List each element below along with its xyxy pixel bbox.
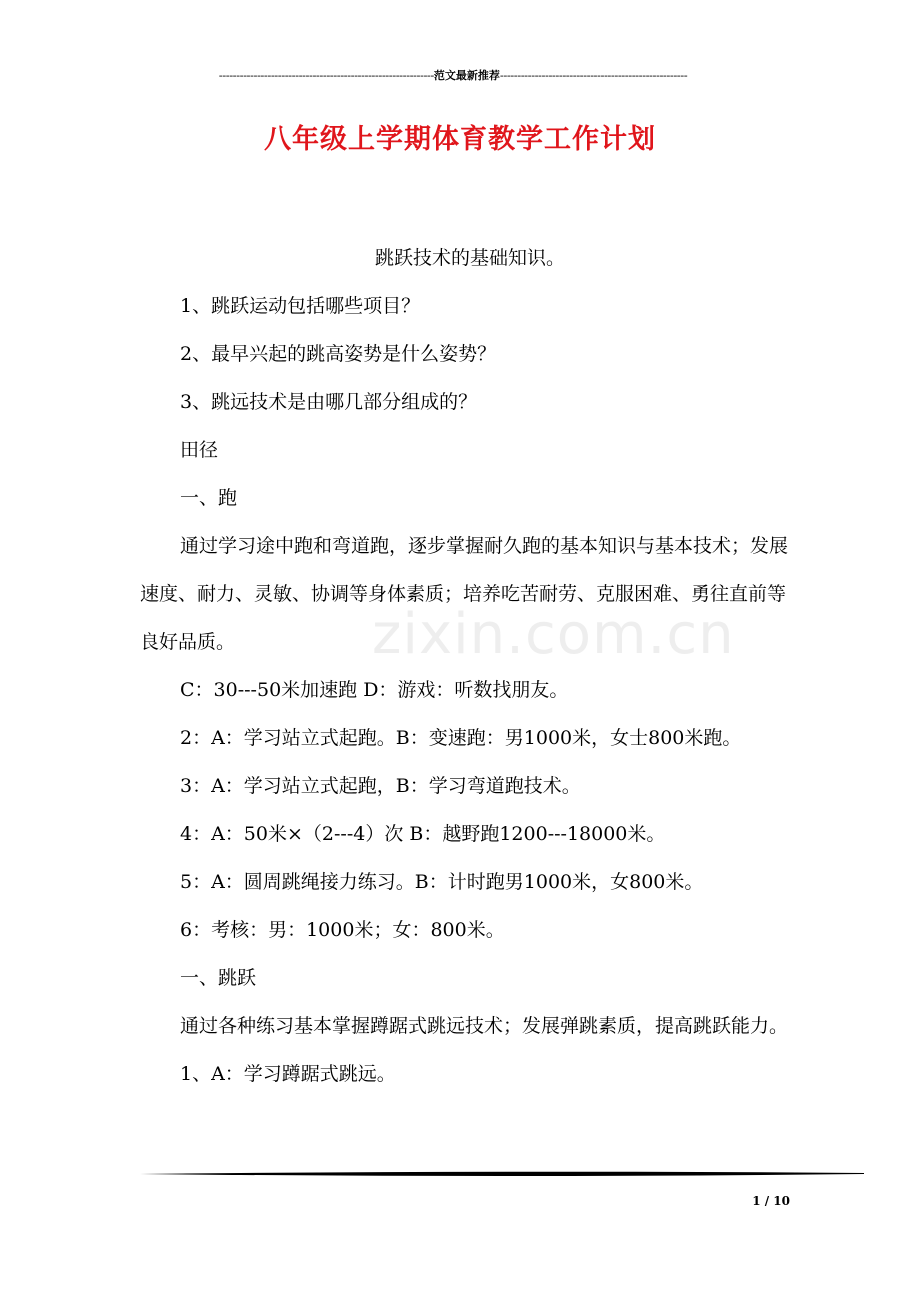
header-dashes-right: ------------------------------------------------------ xyxy=(499,69,688,82)
section-heading-jump: 一、跳跃 xyxy=(180,967,257,989)
section-heading-track: 田径 xyxy=(180,439,219,461)
paragraph-jump-goal: 通过各种练习基本掌握蹲踞式跳远技术；发展弹跳素质，提高跳跃能力。 xyxy=(180,1015,789,1037)
list-item: C：30---50米加速跑 D：游戏：听数找朋友。 xyxy=(180,679,569,701)
list-item: 5：A：圆周跳绳接力练习。B：计时跑男1000米，女800米。 xyxy=(180,871,704,893)
list-item: 4：A：50米×（2---4）次 B：越野跑1200---18000米。 xyxy=(180,823,666,845)
footer-rule xyxy=(140,1170,864,1178)
list-item: 6：考核：男：1000米；女：800米。 xyxy=(180,919,505,941)
paragraph-run-goal: 通过学习途中跑和弯道跑，逐步掌握耐久跑的基本知识与基本技术；发展速度、耐力、灵敏、协调等身体素质；培养吃苦耐劳、克服困难、勇往直前等良好品质。 xyxy=(140,535,789,653)
list-item: 1、A：学习蹲踞式跳远。 xyxy=(180,1063,396,1085)
watermark: zixin.com.cn xyxy=(372,602,735,667)
paragraph-intro: 跳跃技术的基础知识。 xyxy=(374,247,565,269)
question-2: 2、最早兴起的跳高姿势是什么姿势？ xyxy=(180,343,497,365)
document-title: 八年级上学期体育教学工作计划 xyxy=(264,124,656,155)
page-number: 1 / 10 xyxy=(752,1194,790,1208)
document-body xyxy=(140,234,800,1098)
list-item: 3：A：学习站立式起跑，B：学习弯道跑技术。 xyxy=(180,775,581,797)
header-dashes-left: -------------------------------------------------------------- xyxy=(218,69,434,82)
question-1: 1、跳跃运动包括哪些项目？ xyxy=(180,295,421,317)
list-item: 2：A：学习站立式起跑。B：变速跑：男1000米，女士800米跑。 xyxy=(180,727,742,749)
page-header xyxy=(138,68,768,84)
question-3: 3、跳远技术是由哪几部分组成的？ xyxy=(180,391,478,413)
section-heading-run: 一、跑 xyxy=(180,487,238,509)
header-label: 范文最新推荐 xyxy=(433,69,500,82)
